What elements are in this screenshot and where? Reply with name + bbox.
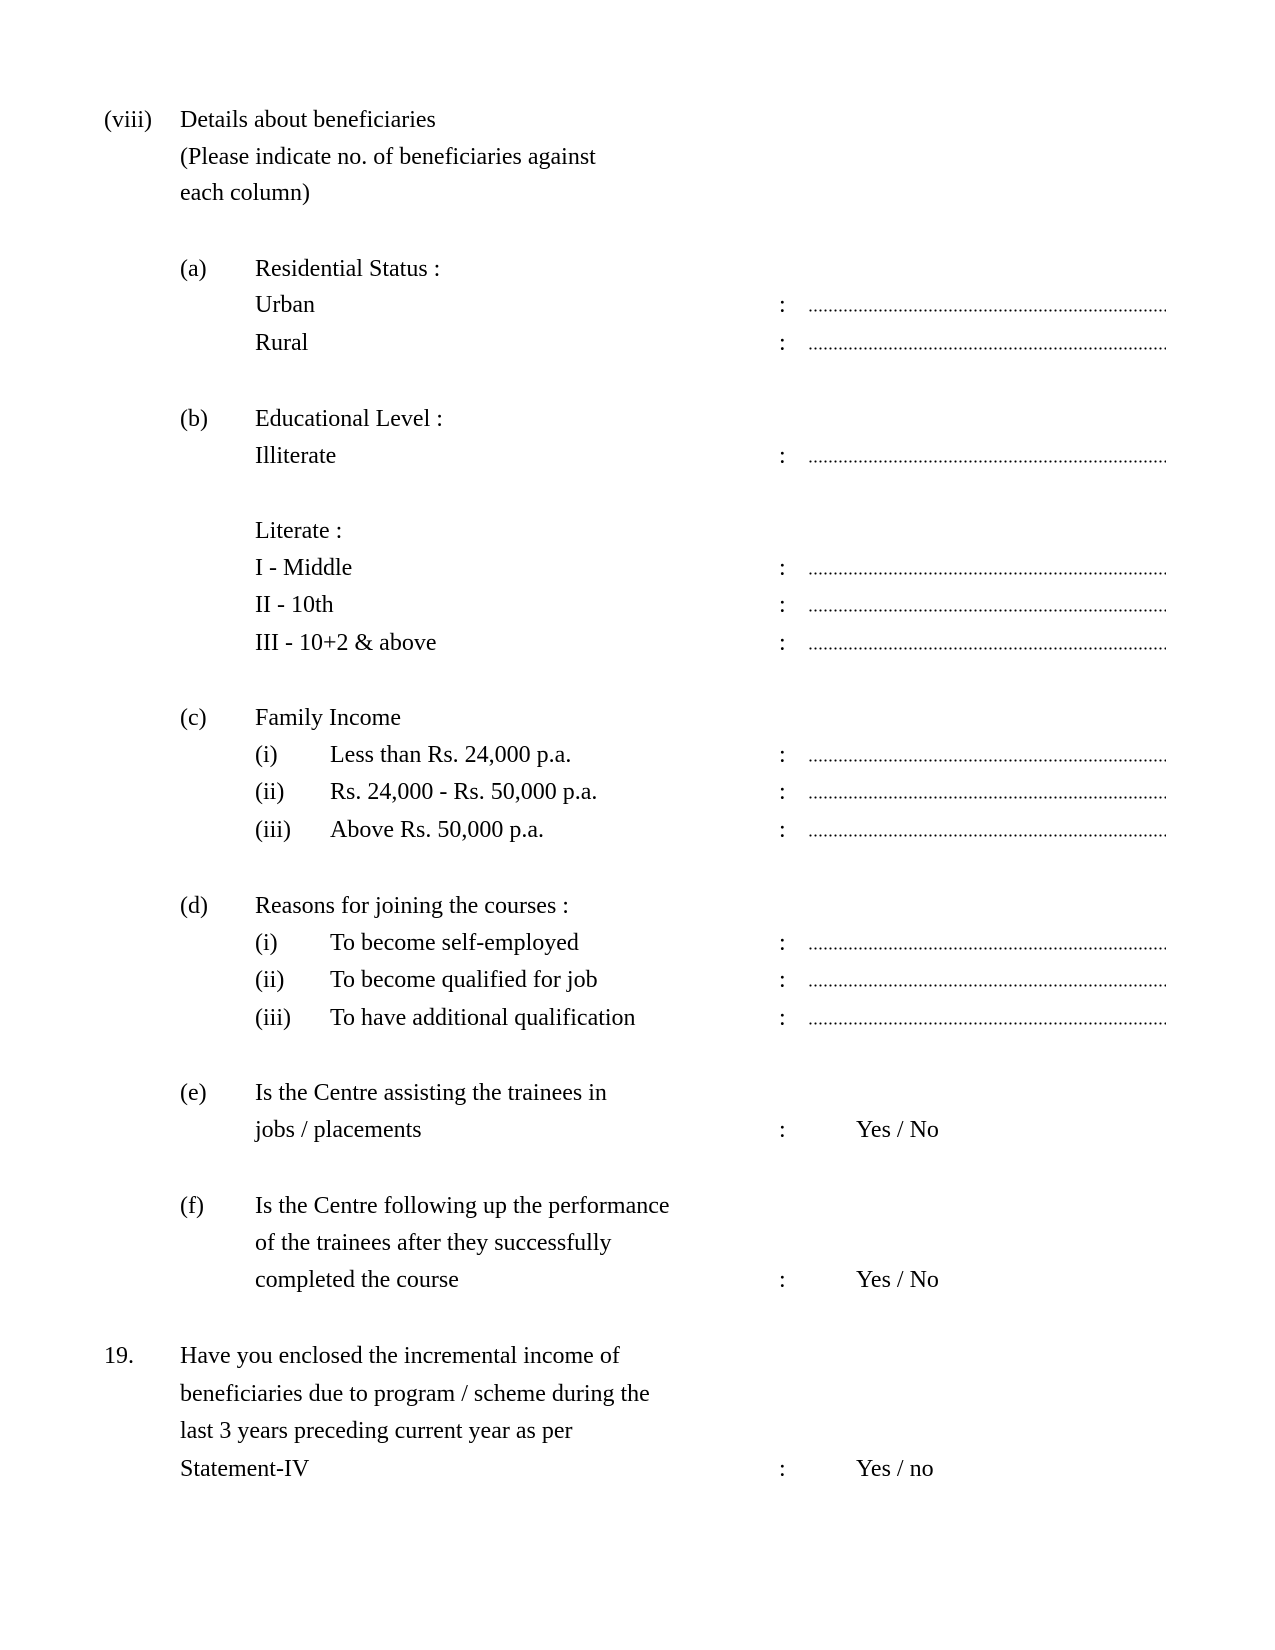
item-f-line-1: Is the Centre following up the performance bbox=[255, 1193, 670, 1219]
question-19-line-2: beneficiaries due to program / scheme during the bbox=[180, 1381, 650, 1407]
section-number: (viii) bbox=[104, 107, 152, 133]
yes-no-answer[interactable]: Yes / No bbox=[856, 1267, 939, 1293]
income-num-3: (iii) bbox=[255, 817, 291, 843]
item-c-label: (c) bbox=[180, 705, 207, 731]
income-fill-line-1[interactable] bbox=[808, 758, 1166, 763]
item-e-line-2: jobs / placements bbox=[255, 1117, 422, 1143]
colon: : bbox=[779, 1456, 786, 1482]
colon: : bbox=[779, 779, 786, 805]
income-label-2: Rs. 24,000 - Rs. 50,000 p.a. bbox=[330, 779, 598, 805]
section-heading-line-2: (Please indicate no. of beneficiaries against bbox=[180, 144, 596, 170]
item-c-title: Family Income bbox=[255, 705, 401, 731]
income-label-1: Less than Rs. 24,000 p.a. bbox=[330, 742, 572, 768]
section-heading-line-1: Details about beneficiaries bbox=[180, 107, 436, 133]
illiterate-fill-line[interactable] bbox=[808, 459, 1166, 464]
item-f-label: (f) bbox=[180, 1193, 204, 1219]
tenth-fill-line[interactable] bbox=[808, 608, 1166, 613]
question-19-number: 19. bbox=[104, 1343, 134, 1369]
reason-fill-line-2[interactable] bbox=[808, 983, 1166, 988]
income-num-1: (i) bbox=[255, 742, 278, 768]
middle-label: I - Middle bbox=[255, 555, 353, 581]
rural-fill-line[interactable] bbox=[808, 346, 1166, 351]
item-f-line-2: of the trainees after they successfully bbox=[255, 1230, 612, 1256]
reason-num-3: (iii) bbox=[255, 1005, 291, 1031]
colon: : bbox=[779, 330, 786, 356]
plus-two-fill-line[interactable] bbox=[808, 646, 1166, 651]
reason-num-1: (i) bbox=[255, 930, 278, 956]
income-num-2: (ii) bbox=[255, 779, 285, 805]
section-heading-line-3: each column) bbox=[180, 180, 310, 206]
literate-title: Literate : bbox=[255, 518, 343, 544]
colon: : bbox=[779, 817, 786, 843]
colon: : bbox=[779, 630, 786, 656]
colon: : bbox=[779, 742, 786, 768]
rural-label: Rural bbox=[255, 330, 309, 356]
illiterate-label: Illiterate bbox=[255, 443, 337, 469]
tenth-label: II - 10th bbox=[255, 592, 334, 618]
item-e-line-1: Is the Centre assisting the trainees in bbox=[255, 1080, 607, 1106]
reason-fill-line-3[interactable] bbox=[808, 1021, 1166, 1026]
colon: : bbox=[779, 555, 786, 581]
reason-label-3: To have additional qualification bbox=[330, 1005, 636, 1031]
income-fill-line-2[interactable] bbox=[808, 795, 1166, 800]
yes-no-answer[interactable]: Yes / no bbox=[856, 1456, 934, 1482]
reason-num-2: (ii) bbox=[255, 967, 285, 993]
item-a-title: Residential Status : bbox=[255, 256, 441, 282]
reason-label-1: To become self-employed bbox=[330, 930, 579, 956]
colon: : bbox=[779, 1117, 786, 1143]
urban-label: Urban bbox=[255, 292, 315, 318]
plus-two-label: III - 10+2 & above bbox=[255, 630, 437, 656]
item-d-title: Reasons for joining the courses : bbox=[255, 893, 569, 919]
item-f-line-3: completed the course bbox=[255, 1267, 459, 1293]
item-b-title: Educational Level : bbox=[255, 406, 443, 432]
urban-fill-line[interactable] bbox=[808, 308, 1166, 313]
colon: : bbox=[779, 292, 786, 318]
item-a-label: (a) bbox=[180, 256, 207, 282]
reason-fill-line-1[interactable] bbox=[808, 946, 1166, 951]
reason-label-2: To become qualified for job bbox=[330, 967, 598, 993]
question-19-line-4: Statement-IV bbox=[180, 1456, 310, 1482]
colon: : bbox=[779, 1267, 786, 1293]
question-19-line-1: Have you enclosed the incremental income of bbox=[180, 1343, 620, 1369]
colon: : bbox=[779, 967, 786, 993]
colon: : bbox=[779, 1005, 786, 1031]
yes-no-answer[interactable]: Yes / No bbox=[856, 1117, 939, 1143]
income-fill-line-3[interactable] bbox=[808, 833, 1166, 838]
colon: : bbox=[779, 443, 786, 469]
item-b-label: (b) bbox=[180, 406, 208, 432]
question-19-line-3: last 3 years preceding current year as per bbox=[180, 1418, 573, 1444]
colon: : bbox=[779, 592, 786, 618]
item-e-label: (e) bbox=[180, 1080, 207, 1106]
middle-fill-line[interactable] bbox=[808, 571, 1166, 576]
item-d-label: (d) bbox=[180, 893, 208, 919]
colon: : bbox=[779, 930, 786, 956]
income-label-3: Above Rs. 50,000 p.a. bbox=[330, 817, 544, 843]
